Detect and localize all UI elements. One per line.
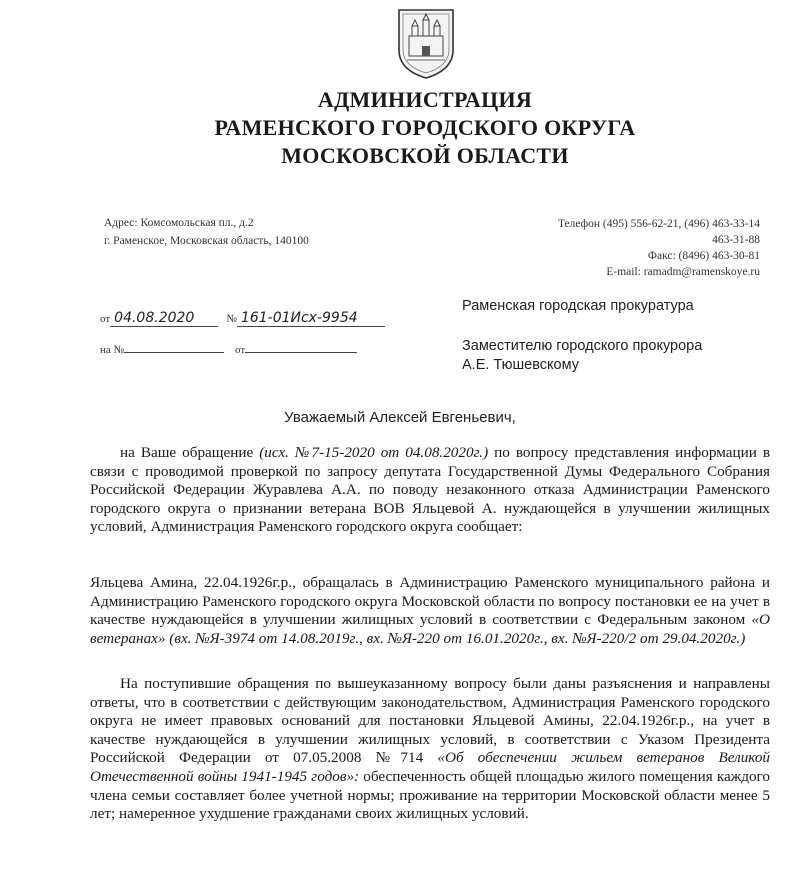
paragraph-3 <box>90 675 770 824</box>
ref-number-prefix: на № <box>100 344 125 356</box>
org-line-1: АДМИНИСТРАЦИЯ <box>317 87 533 112</box>
recipient-name: А.Е. Тюшевскому <box>462 357 579 373</box>
org-line-2: РАМЕНСКОГО ГОРОДСКОГО ОКРУГА <box>214 115 636 140</box>
number-prefix: № <box>226 313 237 325</box>
ref-date-blank <box>245 352 357 353</box>
outgoing-registration <box>100 310 385 327</box>
p3-decree-title: «Об обеспечении жильем ветеранов Великой Отечественной войны 1941-1945 годов»: <box>90 749 771 785</box>
org-line-3: МОСКОВСКОЙ ОБЛАСТИ <box>281 143 569 168</box>
fax-line: Факс: (8496) 463-30-81 <box>647 250 760 262</box>
paragraph-1 <box>90 444 770 537</box>
coat-of-arms-icon <box>395 6 457 80</box>
p1-reference: (исх. №7-15-2020 от 04.08.2020г.) <box>259 444 489 461</box>
salutation: Уважаемый Алексей Евгеньевич, <box>284 409 516 426</box>
p2-reference: «О ветеранах» (вх. №Я-3974 от 14.08.2019г., вх. №Я-220 от 16.01.2020г., вх. №Я-220/2 от 29.04.2020г.) <box>90 611 770 647</box>
outgoing-number: 161-01Исх-9954 <box>237 310 385 327</box>
p1-text-start: на Ваше обращение <box>120 444 260 461</box>
email-line: E-mail: ramadm@ramenskoye.ru <box>606 266 760 278</box>
p3-text-end: обеспеченность общей площадью жилого помещения каждого члена семьи составляет более учетной нормы; проживание на территории Московской области менее 5 лет; намеренное ухудшение гражданами своих жилищных условий. <box>90 767 770 823</box>
address-line-2: г. Раменское, Московская область, 140100 <box>104 235 309 247</box>
paragraph-2 <box>90 574 770 648</box>
p3-text-start: На поступившие обращения по вышеуказанному вопросу были даны разъяснения и направлены ответы, что в соответствии с действующим законодательством, Администрация Раменского городского округа не имеет правовых оснований для постановки Яльцевой Амины, 22.04.1926г.р., на учет в качестве нуждающейся в улучшении жилищных условий, в соответствии с Указом Президента Российской Федерации от 07.05.2008 №714 <box>90 675 770 767</box>
outgoing-date: 04.08.2020 <box>110 310 218 327</box>
date-prefix: от <box>100 313 111 325</box>
recipient-position: Заместителю городского прокурора <box>462 338 703 354</box>
p2-text-start: Яльцева Амина, 22.04.1926г.р., обращалась в Администрацию Раменского муниципального района и Администрацию Раменского городского округа Московской области по вопросу постановки ее на учет в качестве нуждающейся в улучшении жилищных условий в соответствии с Федеральным законом <box>90 574 770 629</box>
ref-date-prefix: от <box>235 344 246 356</box>
phone-line: Телефон (495) 556-62-21, (496) 463-33-14 <box>557 218 760 230</box>
postal-address <box>104 214 309 250</box>
recipient-organization: Раменская городская прокуратура <box>462 298 694 314</box>
contact-block <box>558 216 760 280</box>
ref-number-blank <box>124 352 224 353</box>
p1-text-end: по вопросу представления информации в связи с проводимой проверкой по запросу депутата Государственной Думы Федерального Собрания Российской Федерации Журавлева А.А. по поводу незаконного отказа Администрации Раменского городского округа о признании ветерана ВОВ Яльцевой А. нуждающейся в улучшении жилищных условий, Администрация Раменского городского округа сообщает: <box>90 444 770 536</box>
organization-name <box>150 86 700 170</box>
address-line-1: Адрес: Комсомольская пл., д.2 <box>104 217 254 229</box>
reference-registration <box>100 344 357 356</box>
phone-line-2: 463-31-88 <box>712 234 760 246</box>
